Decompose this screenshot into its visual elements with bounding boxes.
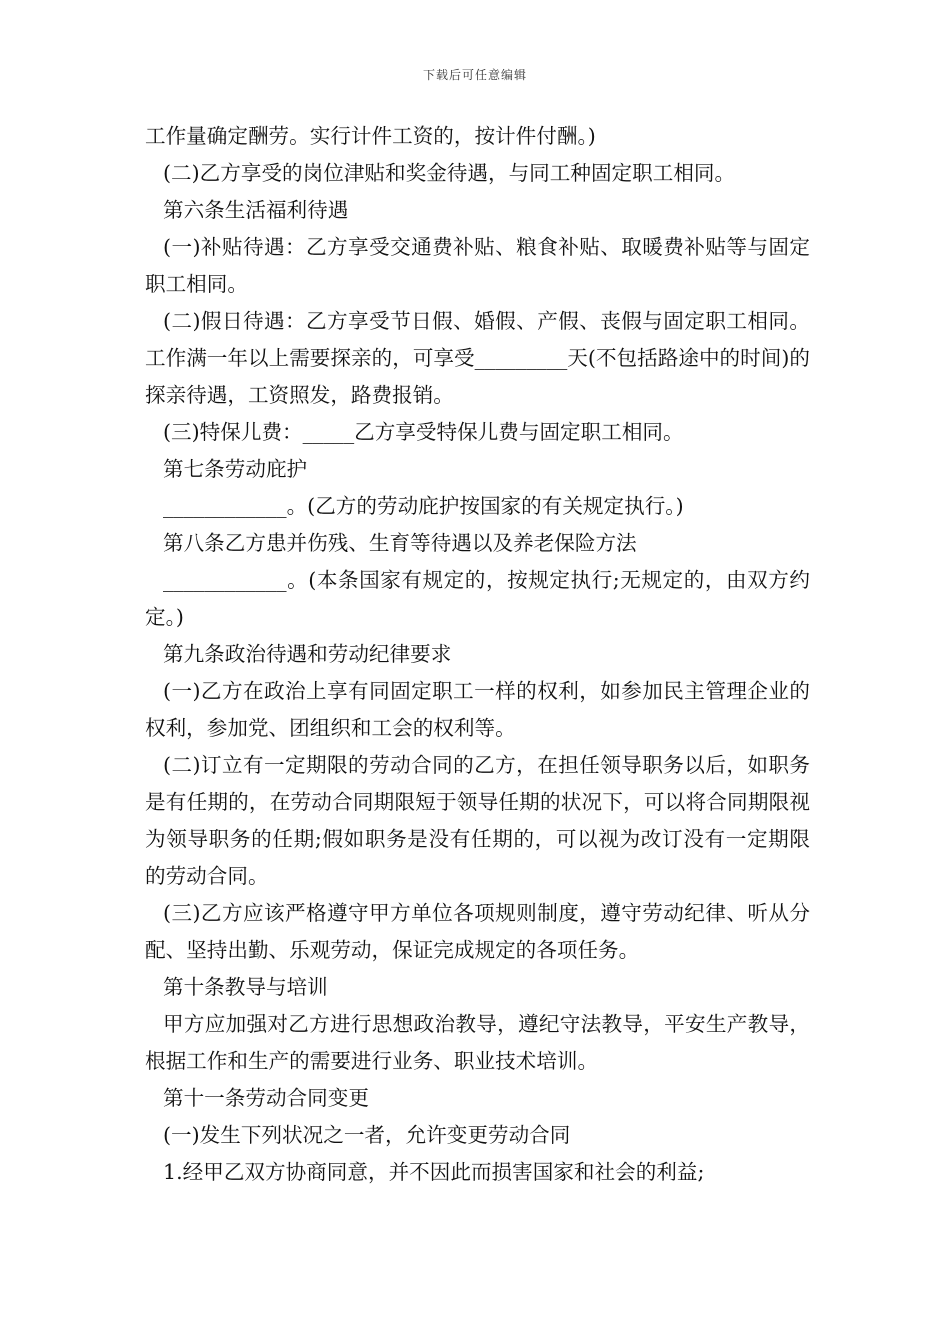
paragraph-discipline: (三)乙方应该严格遵守甲方单位各项规则制度，遵守劳动纪律、听从分配、坚持出勤、乐观劳动，保证完成规定的各项任务。 — [145, 901, 810, 962]
paragraph-insurance: ____________。(本条国家有规定的，按规定执行;无规定的，由双方约定。) — [145, 568, 810, 629]
paragraph-protection: ____________。(乙方的劳动庇护按国家的有关规定执行。) — [163, 494, 684, 518]
paragraph-child-fee: (三)特保儿费：_____乙方享受特保儿费与固定职工相同。 — [163, 420, 684, 444]
paragraph-training: 甲方应加强对乙方进行思想政治教导，遵纪守法教导，平安生产教导，根据工作和生产的需要进行业务、职业技术培训。 — [145, 1012, 810, 1073]
article-10-heading: 第十条教导与培训 — [163, 975, 328, 999]
paragraph-political-rights: (一)乙方在政治上享有同固定职工一样的权利，如参加民主管理企业的权利，参加党、团组织和工会的权利等。 — [145, 679, 810, 740]
paragraph-continuation: 工作量确定酬劳。实行计件工资的，按计件付酬。) — [145, 124, 596, 148]
article-8-heading: 第八条乙方患并伤残、生育等待遇以及养老保险方法 — [163, 531, 637, 555]
paragraph-change-conditions: (一)发生下列状况之一者，允许变更劳动合同 — [163, 1123, 571, 1147]
page-header-note: 下载后可任意编辑 — [422, 68, 527, 82]
paragraph-leadership-term: (二)订立有一定期限的劳动合同的乙方，在担任领导职务以后，如职务是有任期的，在劳动合同期限短于领导任期的状况下，可以将合同期限视为领导职务的任期;假如职务是没有任期的，可以视为改订没有一定期限的劳动合同。 — [145, 753, 810, 888]
article-11-heading: 第十一条劳动合同变更 — [163, 1086, 369, 1110]
article-6-heading: 第六条生活福利待遇 — [163, 198, 349, 222]
document-body — [145, 118, 810, 1191]
paragraph-subsidy: (一)补贴待遇：乙方享受交通费补贴、粮食补贴、取暖费补贴等与固定职工相同。 — [145, 235, 810, 296]
article-9-heading: 第九条政治待遇和劳动纪律要求 — [163, 642, 452, 666]
paragraph-bonus: (二)乙方享受的岗位津贴和奖金待遇，与同工种固定职工相同。 — [163, 161, 736, 185]
paragraph-holidays: (二)假日待遇：乙方享受节日假、婚假、产假、丧假与固定职工相同。工作满一年以上需要探亲的，可享受_________天(不包括路途中的时间)的探亲待遇，工资照发，路费报销。 — [145, 309, 810, 407]
list-item-1: 1.经甲乙双方协商同意，并不因此而损害国家和社会的利益; — [163, 1160, 705, 1184]
article-7-heading: 第七条劳动庇护 — [163, 457, 308, 481]
